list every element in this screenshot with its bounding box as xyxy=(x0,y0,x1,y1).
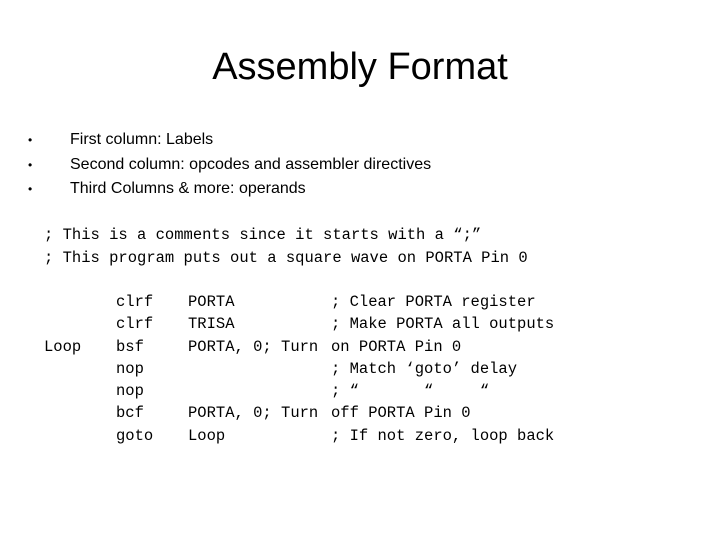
code-comment: ; Match ‘goto’ delay xyxy=(331,359,518,378)
code-opcode: clrf xyxy=(116,293,154,311)
code-comment: ; “ “ “ xyxy=(331,382,490,401)
code-operand: TRISA xyxy=(188,315,235,334)
slide-title: Assembly Format xyxy=(212,46,508,88)
code-row xyxy=(0,291,536,313)
bullet-item xyxy=(28,153,431,178)
code-label: Loop xyxy=(44,337,82,356)
code-operand: Loop xyxy=(188,426,226,445)
bullet-text: First column: Labels xyxy=(70,131,214,148)
bullet-icon: • xyxy=(28,157,33,172)
code-opcode: nop xyxy=(116,382,144,401)
bullet-text: Third Columns & more: operands xyxy=(70,180,306,197)
code-opcode: bsf xyxy=(116,337,144,356)
bullet-icon: • xyxy=(28,182,33,196)
code-row xyxy=(0,336,462,358)
code-operand: PORTA, 0; Turn xyxy=(188,404,319,423)
comment-line: ; This program puts out a square wave on PORTA Pin 0 xyxy=(44,249,528,267)
code-listing xyxy=(0,291,555,447)
code-comment: ; If not zero, loop back xyxy=(331,426,555,445)
code-comment: off PORTA Pin 0 xyxy=(331,404,471,423)
bullet-icon: • xyxy=(28,133,33,147)
code-row xyxy=(0,425,555,447)
bullet-list xyxy=(28,128,431,202)
code-operand: PORTA, 0; Turn xyxy=(188,337,319,356)
code-opcode: clrf xyxy=(116,315,154,334)
code-row xyxy=(0,313,555,335)
code-comment: ; Make PORTA all outputs xyxy=(331,315,555,334)
code-comment: on PORTA Pin 0 xyxy=(331,337,462,356)
bullet-item xyxy=(28,128,431,153)
code-opcode: nop xyxy=(116,359,144,378)
bullet-text: Second column: opcodes and assembler directives xyxy=(70,155,432,173)
code-opcode: bcf xyxy=(116,404,144,423)
code-operand: PORTA xyxy=(188,293,235,311)
bullet-item xyxy=(28,177,431,202)
comment-line: ; This is a comments since it starts with a “;” xyxy=(44,226,482,244)
code-row xyxy=(0,402,471,424)
code-opcode: goto xyxy=(116,426,154,445)
code-row xyxy=(0,358,518,380)
code-row xyxy=(0,380,490,402)
code-comment: ; Clear PORTA register xyxy=(331,293,536,311)
